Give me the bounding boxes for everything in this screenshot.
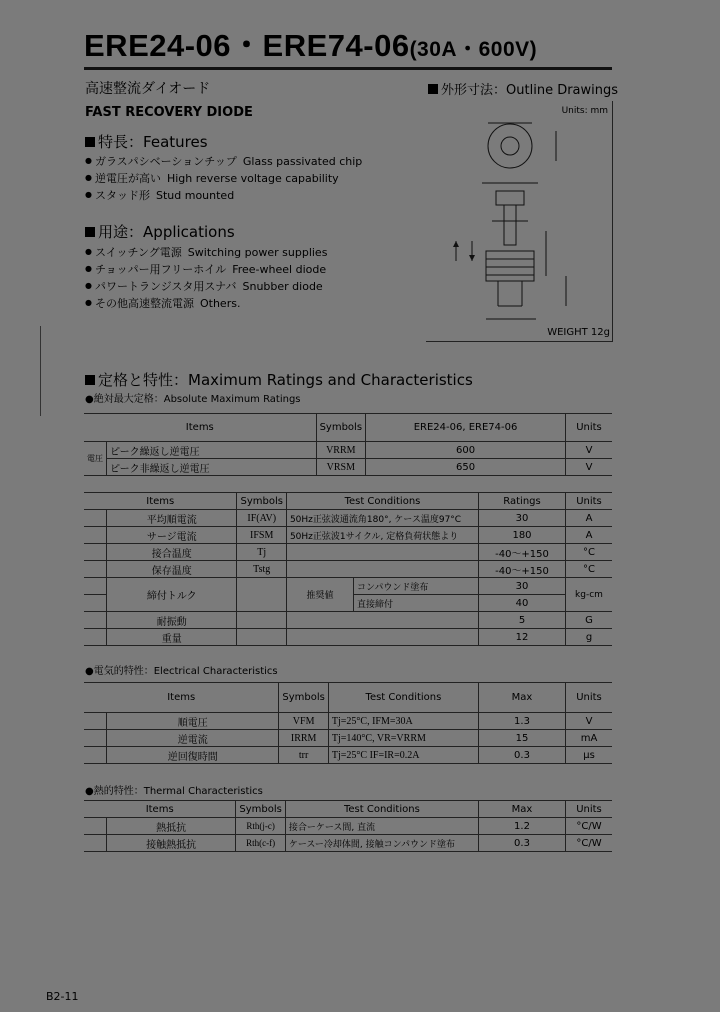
- bullet-icon: ●: [85, 394, 94, 405]
- bullet-icon: ●: [85, 190, 92, 199]
- square-bullet-icon: [85, 137, 95, 147]
- application-item: ● パワートランジスタ用スナバ Snubber diode: [85, 280, 323, 293]
- diode-outline-icon: [426, 101, 612, 341]
- applications-heading: 用途：Applications: [85, 221, 235, 242]
- feature-item: ● 逆電圧が高い High reverse voltage capability: [85, 172, 339, 185]
- units-label: Units: mm: [561, 106, 608, 116]
- bullet-icon: ●: [85, 247, 92, 256]
- bullet-icon: ●: [85, 156, 92, 165]
- application-item: ● チョッパー用フリーホイル Free-wheel diode: [85, 263, 327, 276]
- bullet-icon: ●: [85, 298, 92, 307]
- application-item: ● スイッチング電源 Switching power supplies: [85, 246, 328, 259]
- electrical-label: ●電気的特性：Electrical Characteristics: [85, 666, 278, 677]
- outline-drawing: [426, 101, 613, 342]
- features-heading: 特長：Features: [85, 131, 208, 152]
- square-bullet-icon: [428, 84, 438, 94]
- feature-item: ● スタッド形 Stud mounted: [85, 189, 235, 202]
- page-title: ERE24-06・ERE74-06(30A・600V): [84, 28, 538, 63]
- abs-max-label: ●絶対最大定格：Absolute Maximum Ratings: [85, 394, 301, 405]
- thermal-characteristics-table: Items Symbols Test Conditions Max Units 熱抵抗 Rth(j-c) 接合ーケース間, 直流 1.2 °C/W 接触熱抵抗 Rth(c-f) ケースー冷却体間, 接触コンパウンド塗布 0.3 °C/W: [84, 800, 612, 852]
- bullet-icon: ●: [85, 173, 92, 182]
- weight-label: WEIGHT 12g: [547, 327, 610, 338]
- feature-item: ● ガラスパシベーションチップ Glass passivated chip: [85, 155, 363, 168]
- jp-subtitle: 高速整流ダイオード: [85, 81, 211, 97]
- rating-label: (30A・600V): [409, 38, 538, 61]
- en-subtitle: FAST RECOVERY DIODE: [85, 105, 253, 120]
- bullet-icon: ●: [85, 281, 92, 290]
- electrical-characteristics-table: Items Symbols Test Conditions Max Units 順電圧 VFM Tj=25°C, IFM=30A 1.3 V 逆電流 IRRM Tj=140°C, VR=VRRM 15 mA 逆回復時間 trr Tj=25°C IF=IR=0.2A 0.3 μs: [84, 682, 612, 764]
- page-number: B2-11: [46, 990, 79, 1003]
- bullet-icon: ●: [85, 666, 94, 677]
- abs-max-voltage-table: Items Symbols ERE24-06, ERE74-06 Units 電圧 ピーク繰返し逆電圧 VRRM 600 V ピーク非繰返し逆電圧 VRSM 650 V: [84, 413, 612, 476]
- bullet-icon: ●: [85, 786, 94, 797]
- title-rule: [84, 67, 612, 70]
- scan-mark: [40, 326, 41, 416]
- square-bullet-icon: [85, 227, 95, 237]
- ratings-heading: 定格と特性：Maximum Ratings and Characteristics: [85, 369, 473, 390]
- abs-max-ratings-table: Items Symbols Test Conditions Ratings Units 平均順電流 IF(AV) 50Hz正弦波通流角180°, ケース温度97°C 30 A サージ電流 IFSM 50Hz正弦波1サイクル, 定格負荷状態より 180 A 接合温度 Tj -40～+150 °C 保存温度 Tstg -40～+150 °C 締付トルク 推奨値 コンパウンド塗布 30 kg-cm 直接締付 40 耐振動 5 G 重量 12 g: [84, 492, 612, 646]
- bullet-icon: ●: [85, 264, 92, 273]
- application-item: ● その他高速整流電源 Others.: [85, 297, 241, 310]
- outline-heading: 外形寸法：Outline Drawings: [428, 79, 618, 98]
- square-bullet-icon: [85, 375, 95, 385]
- thermal-label: ●熱的特性：Thermal Characteristics: [85, 786, 263, 797]
